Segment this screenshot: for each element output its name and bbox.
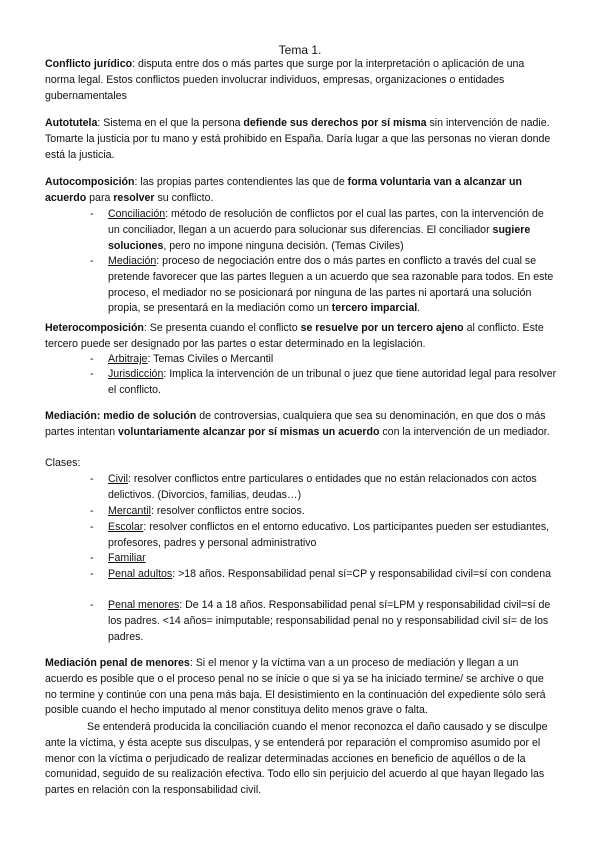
list-dash: -	[90, 505, 94, 517]
list-dash: -	[90, 599, 94, 611]
list-item-familiar: Familiar	[108, 552, 146, 564]
section-conflicto-juridico: Conflicto jurídico: disputa entre dos o más partes que surge por la interpretación o aplicación de una norma legal. Estos conflictos pueden involucrar individuos, empresas, organizaciones o entidades gubernamentales	[45, 58, 525, 102]
list-item-mediacion: Mediación: proceso de negociación entre dos o más partes en conflicto a través del cual se pretende favorecer que las partes lleguen a un acuerdo que sea razonable para todos. En este proceso, el mediador no se posicionará por ninguna de las partes ni aportará una solución propia, se presentará en la mediación como un tercero imparcial.	[108, 255, 554, 315]
list-item-conciliacion: Conciliación: método de resolución de conflictos por el cual las partes, con la intervención de un conciliador, llegan a un acuerdo para solucionar sus diferencias. El conciliador sugiere soluciones, pero no impone ninguna decisión. (Temas Civiles)	[108, 208, 544, 252]
list-dash: -	[90, 353, 94, 365]
list-dash: -	[90, 473, 94, 485]
term-autotutela: Autotutela	[45, 117, 98, 129]
section-autotutela: Autotutela: Sistema en el que la persona defiende sus derechos por sí misma sin intervención de nadie. Tomarte la justicia por tu mano y está prohibido en España. Daría lugar a que las personas no vieran donde está la justicia.	[45, 117, 551, 161]
list-item-arbitraje: Arbitraje: Temas Civiles o Mercantil	[108, 353, 274, 365]
term-autocomposicion: Autocomposición	[45, 176, 135, 188]
list-item-civil: Civil: resolver conflictos entre particulares o entidades que no están relacionados con actos delictivos. (Divorcios, familias, deudas…)	[108, 473, 537, 501]
section-mediacion-penal-menores: Mediación penal de menores: Si el menor y la víctima van a un proceso de mediación y llegan a un acuerdo es posible que o el proceso penal no se inicie o que si ya se ha iniciado termine/ se archive o que no termine y continúe con una pena más baja. El desistimiento en la continuación del expediente sólo será posible cuando el hecho imputado al menor constituya delito menos grave o falta.	[45, 657, 546, 717]
list-dash: -	[90, 368, 94, 380]
section-heterocomposicion: Heterocomposición: Se presenta cuando el conflicto se resuelve por un tercero ajeno al conflicto. Este tercero puede ser designado por las partes o estar determinado en la legislación.	[45, 322, 544, 350]
list-item-mercantil: Mercantil: resolver conflictos entre socios.	[108, 505, 305, 517]
paragraph-conciliacion-reparacion: Se entenderá producida la conciliación cuando el menor reconozca el daño causado y se disculpe ante la víctima, y ésta acepte sus disculpas, y se entenderá por reparación el compromiso asumido por el menor con la víctima o perjudicado de realizar determinadas acciones en beneficio de aquéllos o de la comunidad, seguido de su realización efectiva. Todo ello sin perjuicio del acuerdo al que hayan llegado las partes en relación con la responsabilidad civil.	[45, 721, 548, 797]
list-item-penal-menores: Penal menores: De 14 a 18 años. Responsabilidad penal sí=LPM y responsabilidad civil=sí de los padres. <14 años= inimputable; responsabilidad penal no y responsabilidad civil sí= de los padres.	[108, 599, 551, 643]
term-mediacion-penal-menores: Mediación penal de menores	[45, 657, 190, 669]
section-autocomposicion: Autocomposición: las propias partes contendientes las que de forma voluntaria van a alcanzar un acuerdo para resolver su conflicto.	[45, 176, 522, 204]
list-dash: -	[90, 552, 94, 564]
clases-label: Clases:	[45, 457, 81, 469]
term-mediacion: Mediación	[45, 410, 97, 422]
list-item-escolar: Escolar: resolver conflictos en el entorno educativo. Los participantes pueden ser estudiantes, profesores, padres y personal administrativo	[108, 521, 550, 549]
term-conflicto-juridico: Conflicto jurídico	[45, 58, 133, 70]
list-dash: -	[90, 568, 94, 580]
term-heterocomposicion: Heterocomposición	[45, 322, 144, 334]
list-dash: -	[90, 255, 94, 267]
list-dash: -	[90, 208, 94, 220]
list-item-penal-adultos: Penal adultos: >18 años. Responsabilidad penal sí=CP y responsabilidad civil=sí con condena	[108, 568, 551, 580]
list-dash: -	[90, 521, 94, 533]
list-item-jurisdiccion: Jurisdicción: Implica la intervención de un tribunal o juez que tiene autoridad legal para resolver el conflicto.	[108, 368, 557, 396]
section-mediacion: Mediación: medio de solución de controversias, cualquiera que sea su denominación, en que dos o más partes intentan voluntariamente alcanzar por sí mismas un acuerdo con la intervención de un mediador.	[45, 410, 550, 438]
document-title: Tema 1.	[278, 43, 322, 57]
